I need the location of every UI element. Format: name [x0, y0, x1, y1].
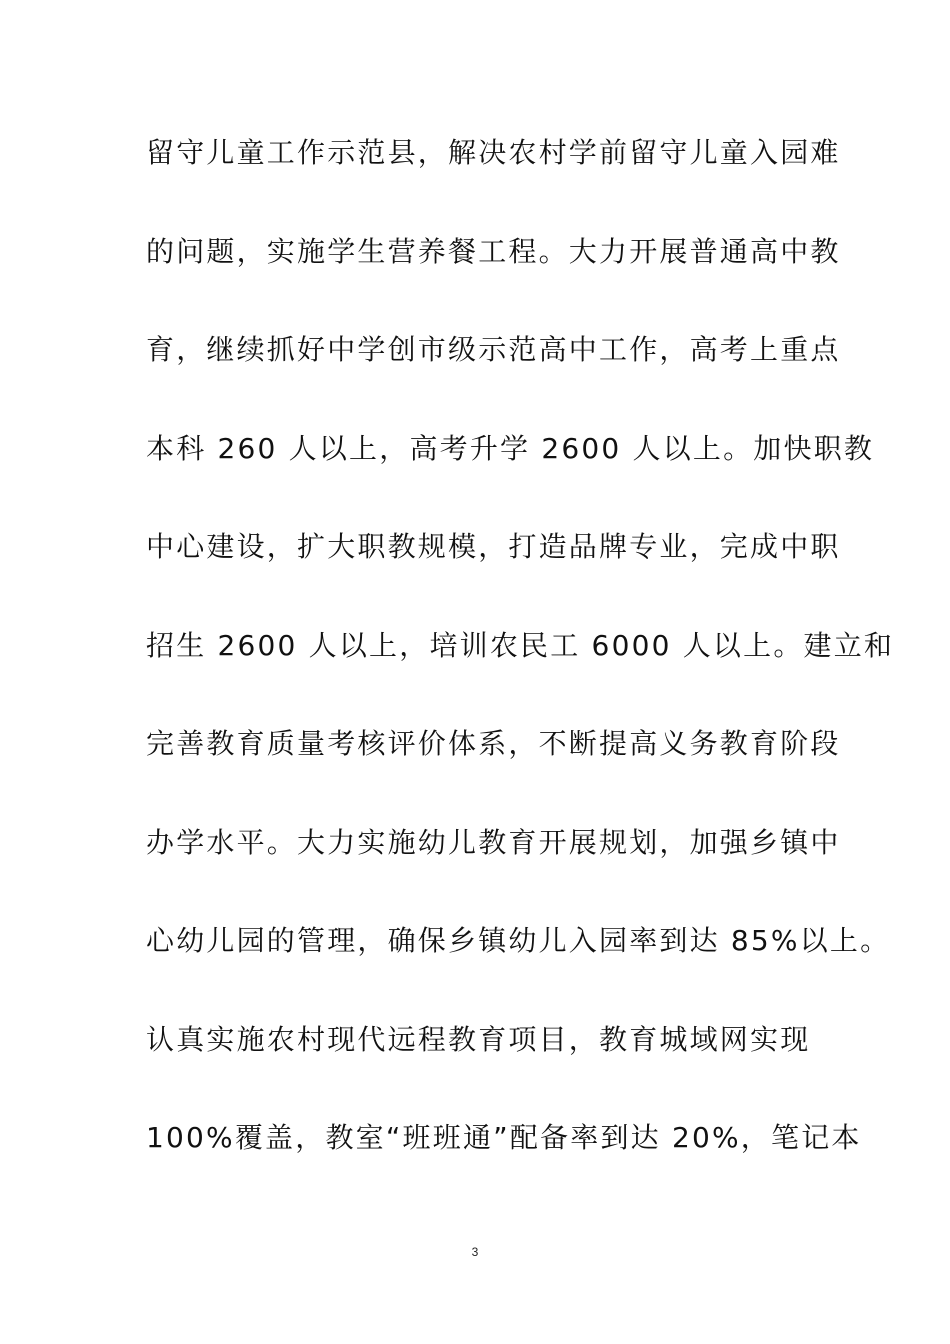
text-line: 招生 2600 人以上，培训农民工 6000 人以上。建立和	[146, 628, 895, 662]
text-line: 心幼儿园的管理，确保乡镇幼儿入园率到达 85%以上。	[146, 924, 891, 957]
text-line: 留守儿童工作示范县，解决农村学前留守儿童入园难	[146, 136, 841, 169]
text-line: 认真实施农村现代远程教育项目，教育城域网实现	[146, 1022, 811, 1056]
text-line: 100%覆盖，教室“班班通”配备率到达 20%，笔记本	[146, 1121, 862, 1154]
text-line: 完善教育质量考核评价体系，不断提高义务教育阶段	[146, 727, 841, 760]
text-line: 办学水平。大力实施幼儿教育开展规划，加强乡镇中	[146, 825, 841, 859]
text-line: 本科 260 人以上，高考升学 2600 人以上。加快职教	[146, 431, 875, 465]
text-line: 育，继续抓好中学创市级示范高中工作，高考上重点	[146, 333, 841, 366]
page-number: 3	[471, 1245, 479, 1259]
text-line: 的问题，实施学生营养餐工程。大力开展普通高中教	[146, 234, 841, 268]
body-text	[146, 126, 895, 1210]
text-line: 中心建设，扩大职教规模，打造品牌专业，完成中职	[146, 530, 841, 563]
